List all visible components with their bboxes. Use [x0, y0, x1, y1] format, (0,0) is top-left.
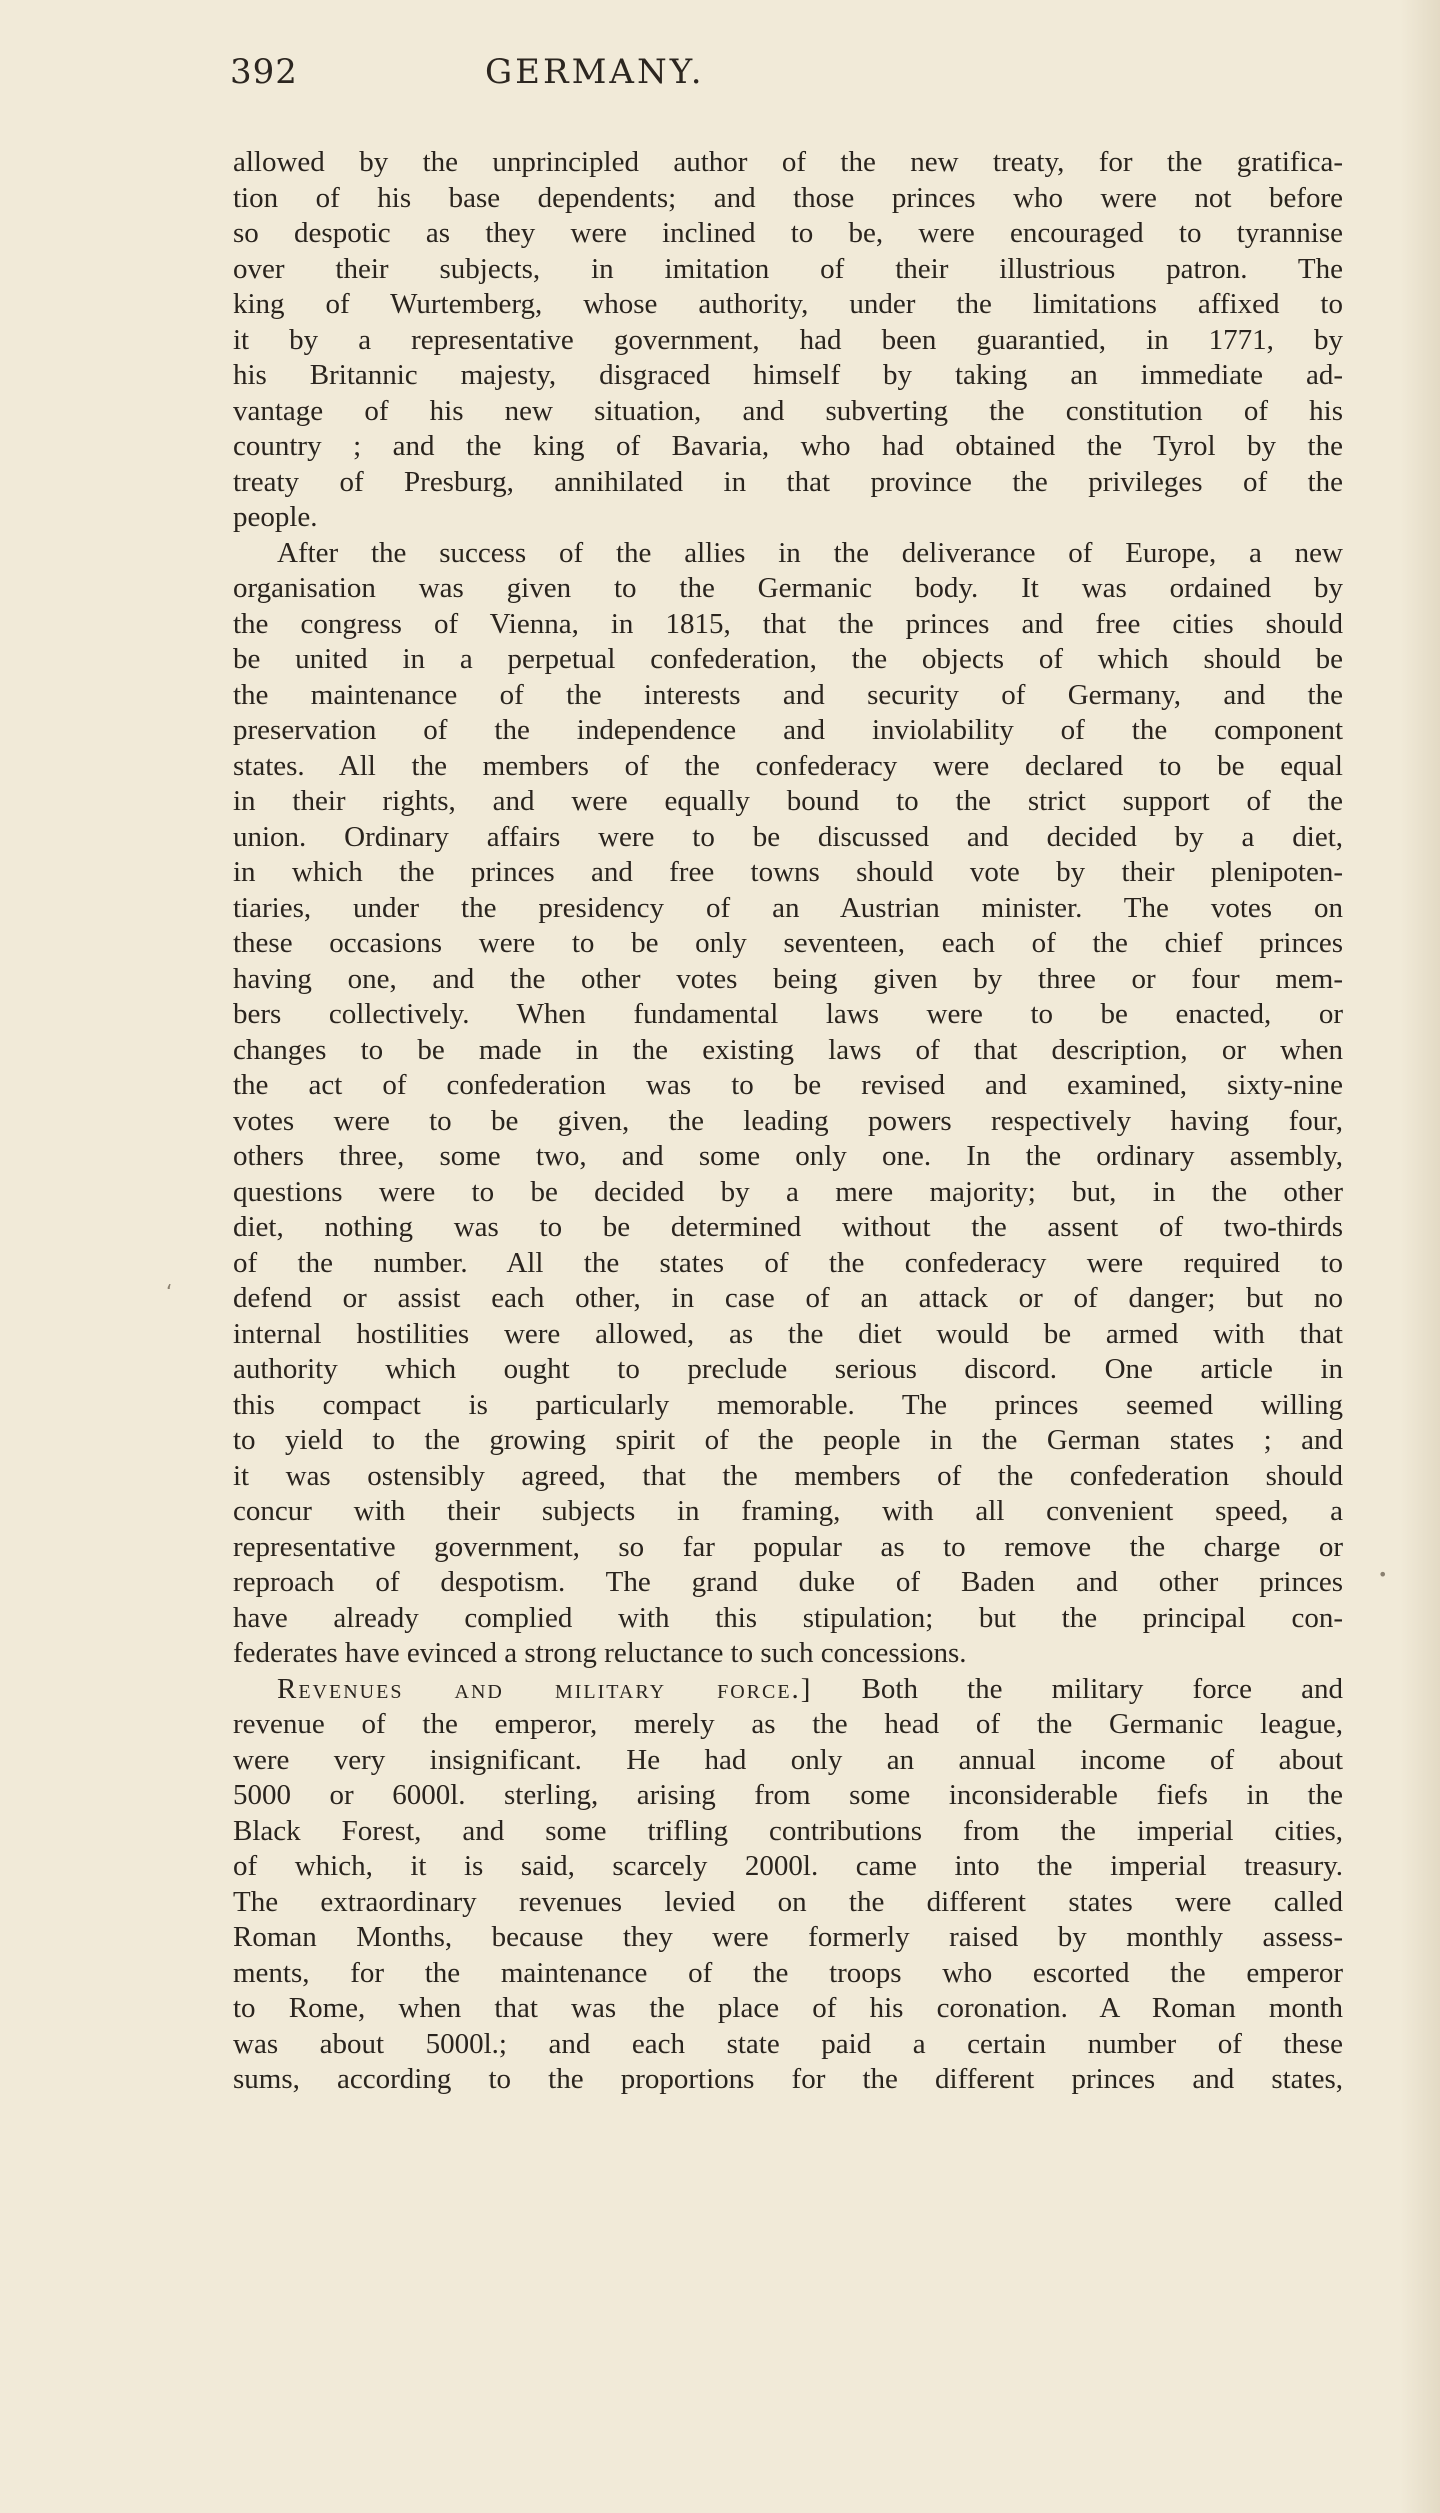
text-line: of which, it is said, scarcely 2000l. came into the imperial treasury. [233, 1850, 1343, 1882]
text-line: The extraordinary revenues levied on the different states were called [233, 1885, 1343, 1918]
text-line: federates have evinced a strong reluctance to such concessions. [233, 1637, 967, 1669]
page-header [230, 52, 920, 102]
stray-mark: ‘ [166, 1280, 173, 1304]
text-line: these occasions were to be only seventeen, each of the chief princes [233, 927, 1343, 959]
text-line: tiaries, under the presidency of an Austrian minister. The votes on [233, 891, 1343, 924]
paragraph-2 [233, 536, 1343, 1672]
text-line: changes to be made in the existing laws of that description, or when [233, 1033, 1343, 1066]
text-line: questions were to be decided by a mere majority; but, in the other [233, 1175, 1343, 1208]
text-line: union. Ordinary affairs were to be discussed and decided by a diet, [233, 820, 1343, 853]
text-line: of the number. All the states of the confederacy were required to [233, 1246, 1343, 1279]
text-line: to Rome, when that was the place of his coronation. A Roman month [233, 1992, 1343, 2024]
text-line: over their subjects, in imitation of their illustrious patron. The [233, 252, 1343, 285]
text-line: in their rights, and were equally bound to the strict support of the [233, 785, 1343, 817]
text-line: his Britannic majesty, disgraced himself by taking an immediate ad- [233, 359, 1343, 391]
text-line: vantage of his new situation, and subverting the constitution of his [233, 394, 1343, 427]
text-line: country ; and the king of Bavaria, who had obtained the Tyrol by the [233, 430, 1343, 462]
text-line: so despotic as they were inclined to be, were encouraged to tyrannise [233, 217, 1343, 249]
text-line: it by a representative government, had been guarantied, in 1771, by [233, 323, 1343, 356]
text-line [233, 1672, 1343, 1708]
text-line: reproach of despotism. The grand duke of Baden and other princes [233, 1566, 1343, 1598]
text-line: was about 5000l.; and each state paid a certain number of these [233, 2027, 1343, 2060]
text-line: Roman Months, because they were formerly raised by monthly assess- [233, 1921, 1343, 1953]
text-line: internal hostilities were allowed, as the diet would be armed with that [233, 1317, 1343, 1350]
text-line: representative government, so far popular as to remove the charge or [233, 1530, 1343, 1563]
section-heading-rest: Both the military force and [861, 1672, 1343, 1705]
text-line: 5000 or 6000l. sterling, arising from some inconsiderable fiefs in the [233, 1779, 1343, 1811]
text-line: the maintenance of the interests and security of Germany, and the [233, 678, 1343, 711]
text-line: were very insignificant. He had only an annual income of about [233, 1743, 1343, 1776]
text-line: to yield to the growing spirit of the people in the German states ; and [233, 1424, 1343, 1456]
text-line: others three, some two, and some only one. In the ordinary assembly, [233, 1140, 1343, 1172]
text-line: bers collectively. When fundamental laws were to be enacted, or [233, 998, 1343, 1030]
text-line: allowed by the unprincipled author of the new treaty, for the gratifica- [233, 146, 1343, 178]
text-line: concur with their subjects in framing, with all convenient speed, a [233, 1495, 1343, 1527]
page-number: 392 [230, 52, 298, 92]
text-line: states. All the members of the confederacy were declared to be equal [233, 749, 1343, 782]
text-line: sums, according to the proportions for the different princes and states, [233, 2063, 1343, 2095]
text-line: it was ostensibly agreed, that the members of the confederation should [233, 1459, 1343, 1492]
running-head: GERMANY. [485, 52, 705, 92]
text-line: Black Forest, and some trifling contributions from the imperial cities, [233, 1814, 1343, 1847]
page-gutter-shadow [1400, 0, 1440, 2513]
text-line: diet, nothing was to be determined without the assent of two-thirds [233, 1211, 1343, 1243]
text-line: having one, and the other votes being given by three or four mem- [233, 962, 1343, 995]
text-line: authority which ought to preclude serious discord. One article in [233, 1353, 1343, 1385]
text-line: the congress of Vienna, in 1815, that the princes and free cities should [233, 607, 1343, 640]
text-line: have already complied with this stipulation; but the principal con- [233, 1601, 1343, 1634]
text-line: people. [233, 501, 318, 533]
text-line: ments, for the maintenance of the troops who escorted the emperor [233, 1956, 1343, 1989]
text-line: defend or assist each other, in case of an attack or of danger; but no [233, 1282, 1343, 1314]
section-heading: Revenues and military force.] [277, 1672, 813, 1705]
text-line: the act of confederation was to be revised and examined, sixty-nine [233, 1069, 1343, 1101]
text-line: votes were to be given, the leading powers respectively having four, [233, 1104, 1343, 1137]
text-line: organisation was given to the Germanic body. It was ordained by [233, 572, 1343, 604]
text-line: After the success of the allies in the deliverance of Europe, a new [277, 536, 1343, 569]
text-line: revenue of the emperor, merely as the head of the Germanic league, [233, 1708, 1343, 1740]
text-line: this compact is particularly memorable. The princes seemed willing [233, 1388, 1343, 1421]
text-line: treaty of Presburg, annihilated in that province the privileges of the [233, 465, 1343, 498]
text-line: preservation of the independence and inviolability of the component [233, 714, 1343, 746]
text-line: king of Wurtemberg, whose authority, under the limitations affixed to [233, 288, 1343, 320]
text-line: tion of his base dependents; and those princes who were not before [233, 181, 1343, 214]
stray-mark: • [1378, 1565, 1388, 1584]
paragraph-3 [233, 1672, 1343, 2098]
text-line: in which the princes and free towns should vote by their plenipoten- [233, 856, 1343, 888]
body-text [233, 145, 1343, 2098]
paragraph-1 [233, 145, 1343, 536]
text-line: be united in a perpetual confederation, the objects of which should be [233, 643, 1343, 675]
